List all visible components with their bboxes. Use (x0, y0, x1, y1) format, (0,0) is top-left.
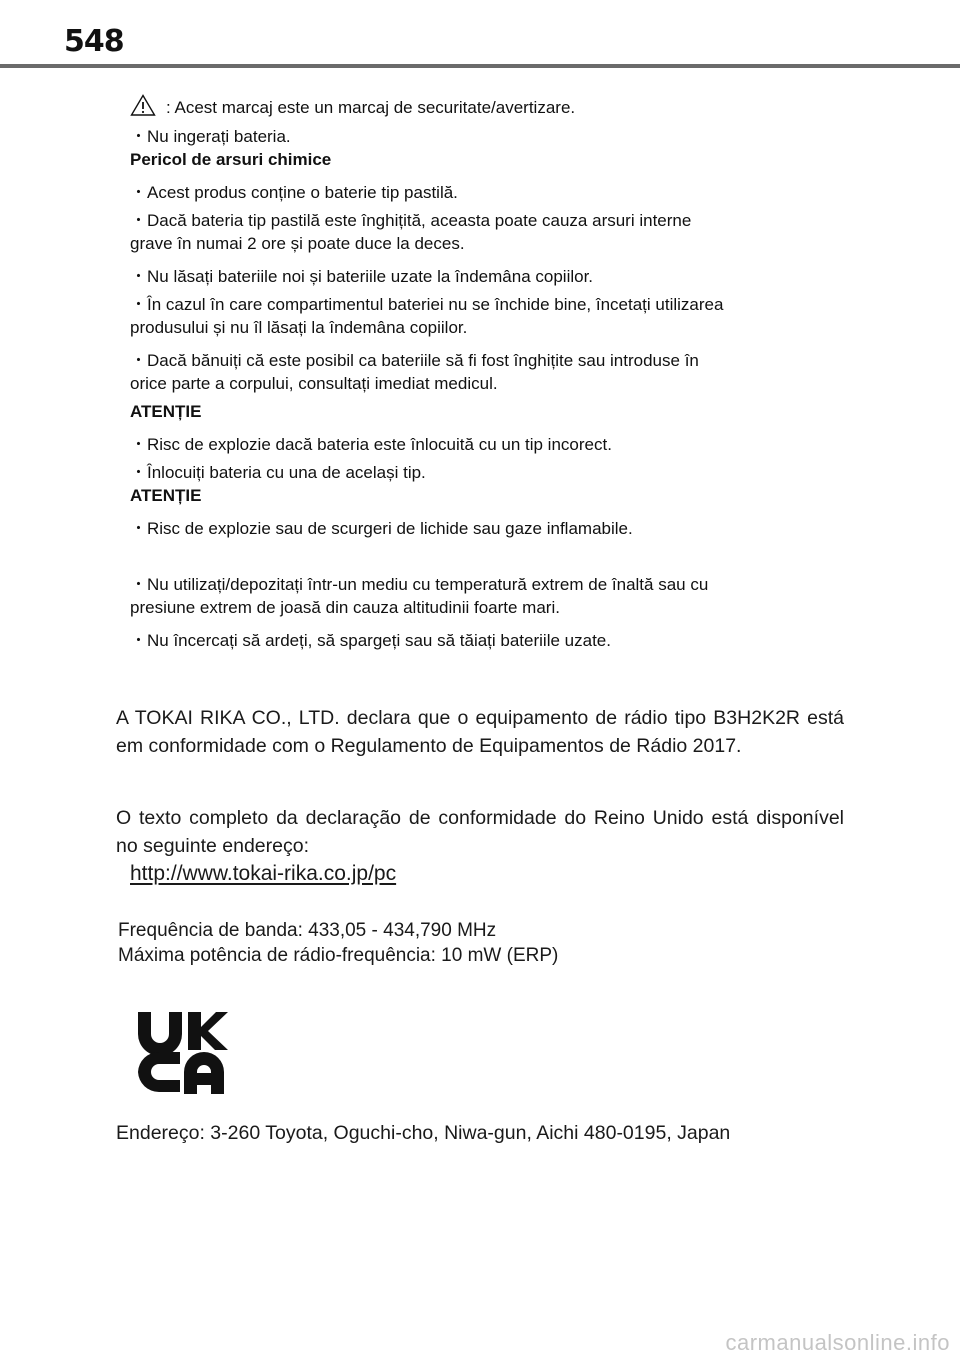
watermark-text: carmanualsonline.info (725, 1330, 950, 1355)
warning-line-text: ATENȚIE (130, 486, 202, 505)
warning-line-text: ・Dacă bănuiți că este posibil ca bateriile să fi fost înghițite sau introduse în (130, 351, 699, 370)
warning-line (130, 598, 560, 618)
warning-line-text: ・Nu încercați să ardeți, să spargeți sau să tăiați bateriile uzate. (130, 631, 611, 650)
declaration-text: A TOKAI RIKA CO., LTD. declara que o equipamento de rádio tipo B3H2K2R está em conformidade com o Regulamento de Equipamentos de Rádio 2017. (116, 707, 844, 757)
declaration-paragraph (116, 704, 844, 760)
warning-line (130, 206, 691, 231)
warning-line-text: ・Risc de explozie sau de scurgeri de lichide sau gaze inflamabile. (130, 519, 633, 538)
declaration-availability-text: O texto completo da declaração de conformidade do Reino Unido está disponível no seguinte endereço: (116, 807, 844, 857)
warning-line-text: ・Nu ingerați bateria. (130, 127, 291, 146)
warning-line-text: grave în numai 2 ore și poate duce la deces. (130, 234, 465, 253)
warning-mark-legend (130, 94, 575, 118)
warning-line-text: ・Nu utilizați/depozitați într-un mediu cu temperatură extrem de înaltă sau cu (130, 575, 709, 594)
warning-line (130, 626, 611, 651)
manufacturer-address: Endereço: 3-260 Toyota, Oguchi-cho, Niwa-gun, Aichi 480-0195, Japan (116, 1122, 731, 1144)
warning-line (130, 514, 633, 539)
warning-line (130, 178, 458, 203)
page-number: 548 (64, 24, 124, 59)
warning-triangle-icon (130, 94, 156, 116)
warning-heading (130, 150, 331, 170)
warning-heading (130, 486, 201, 506)
warning-line-text: orice parte a corpului, consultați imediat medicul. (130, 374, 498, 393)
max-rf-power: Máxima potência de rádio-frequência: 10 mW (ERP) (118, 945, 559, 966)
warning-line-text: ・Acest produs conține o baterie tip pastilă. (130, 183, 458, 202)
warning-line-text: ・Risc de explozie dacă bateria este înlocuită cu un tip incorect. (130, 435, 612, 454)
warning-line-text: Pericol de arsuri chimice (130, 150, 332, 169)
frequency-band: Frequência de banda: 433,05 - 434,790 MHz (118, 920, 497, 941)
warning-line (130, 570, 708, 595)
warning-line (130, 374, 498, 394)
warning-line (130, 290, 723, 315)
warning-heading (130, 402, 201, 422)
warning-line-text: presiune extrem de joasă din cauza altitudinii foarte mari. (130, 598, 560, 617)
ukca-mark-icon (136, 1010, 228, 1094)
warning-line-text: ATENȚIE (130, 402, 202, 421)
warning-line (130, 262, 593, 287)
warning-line-text: : Acest marcaj este un marcaj de securitate/avertizare. (166, 98, 576, 117)
warning-line-text: ・Înlocuiți bateria cu una de același tip. (130, 463, 426, 482)
warning-line (130, 318, 467, 338)
warning-line-text: ・În cazul în care compartimentul bateriei nu se închide bine, încetați utilizarea (130, 295, 724, 314)
warning-line-text: produsului și nu îl lăsați la îndemâna copiilor. (130, 318, 468, 337)
warning-line (130, 458, 426, 483)
warning-line (130, 346, 699, 371)
warning-line (130, 430, 612, 455)
warning-line (130, 122, 291, 147)
warning-line (130, 234, 465, 254)
header-rule (0, 64, 960, 68)
warning-line-text: ・Nu lăsați bateriile noi și bateriile uzate la îndemâna copiilor. (130, 267, 594, 286)
radio-specs (118, 918, 558, 968)
declaration-url-link[interactable]: http://www.tokai-rika.co.jp/pc (130, 862, 397, 885)
declaration-availability (116, 804, 844, 860)
warning-line-text: ・Dacă bateria tip pastilă este înghițită, aceasta poate cauza arsuri interne (130, 211, 692, 230)
